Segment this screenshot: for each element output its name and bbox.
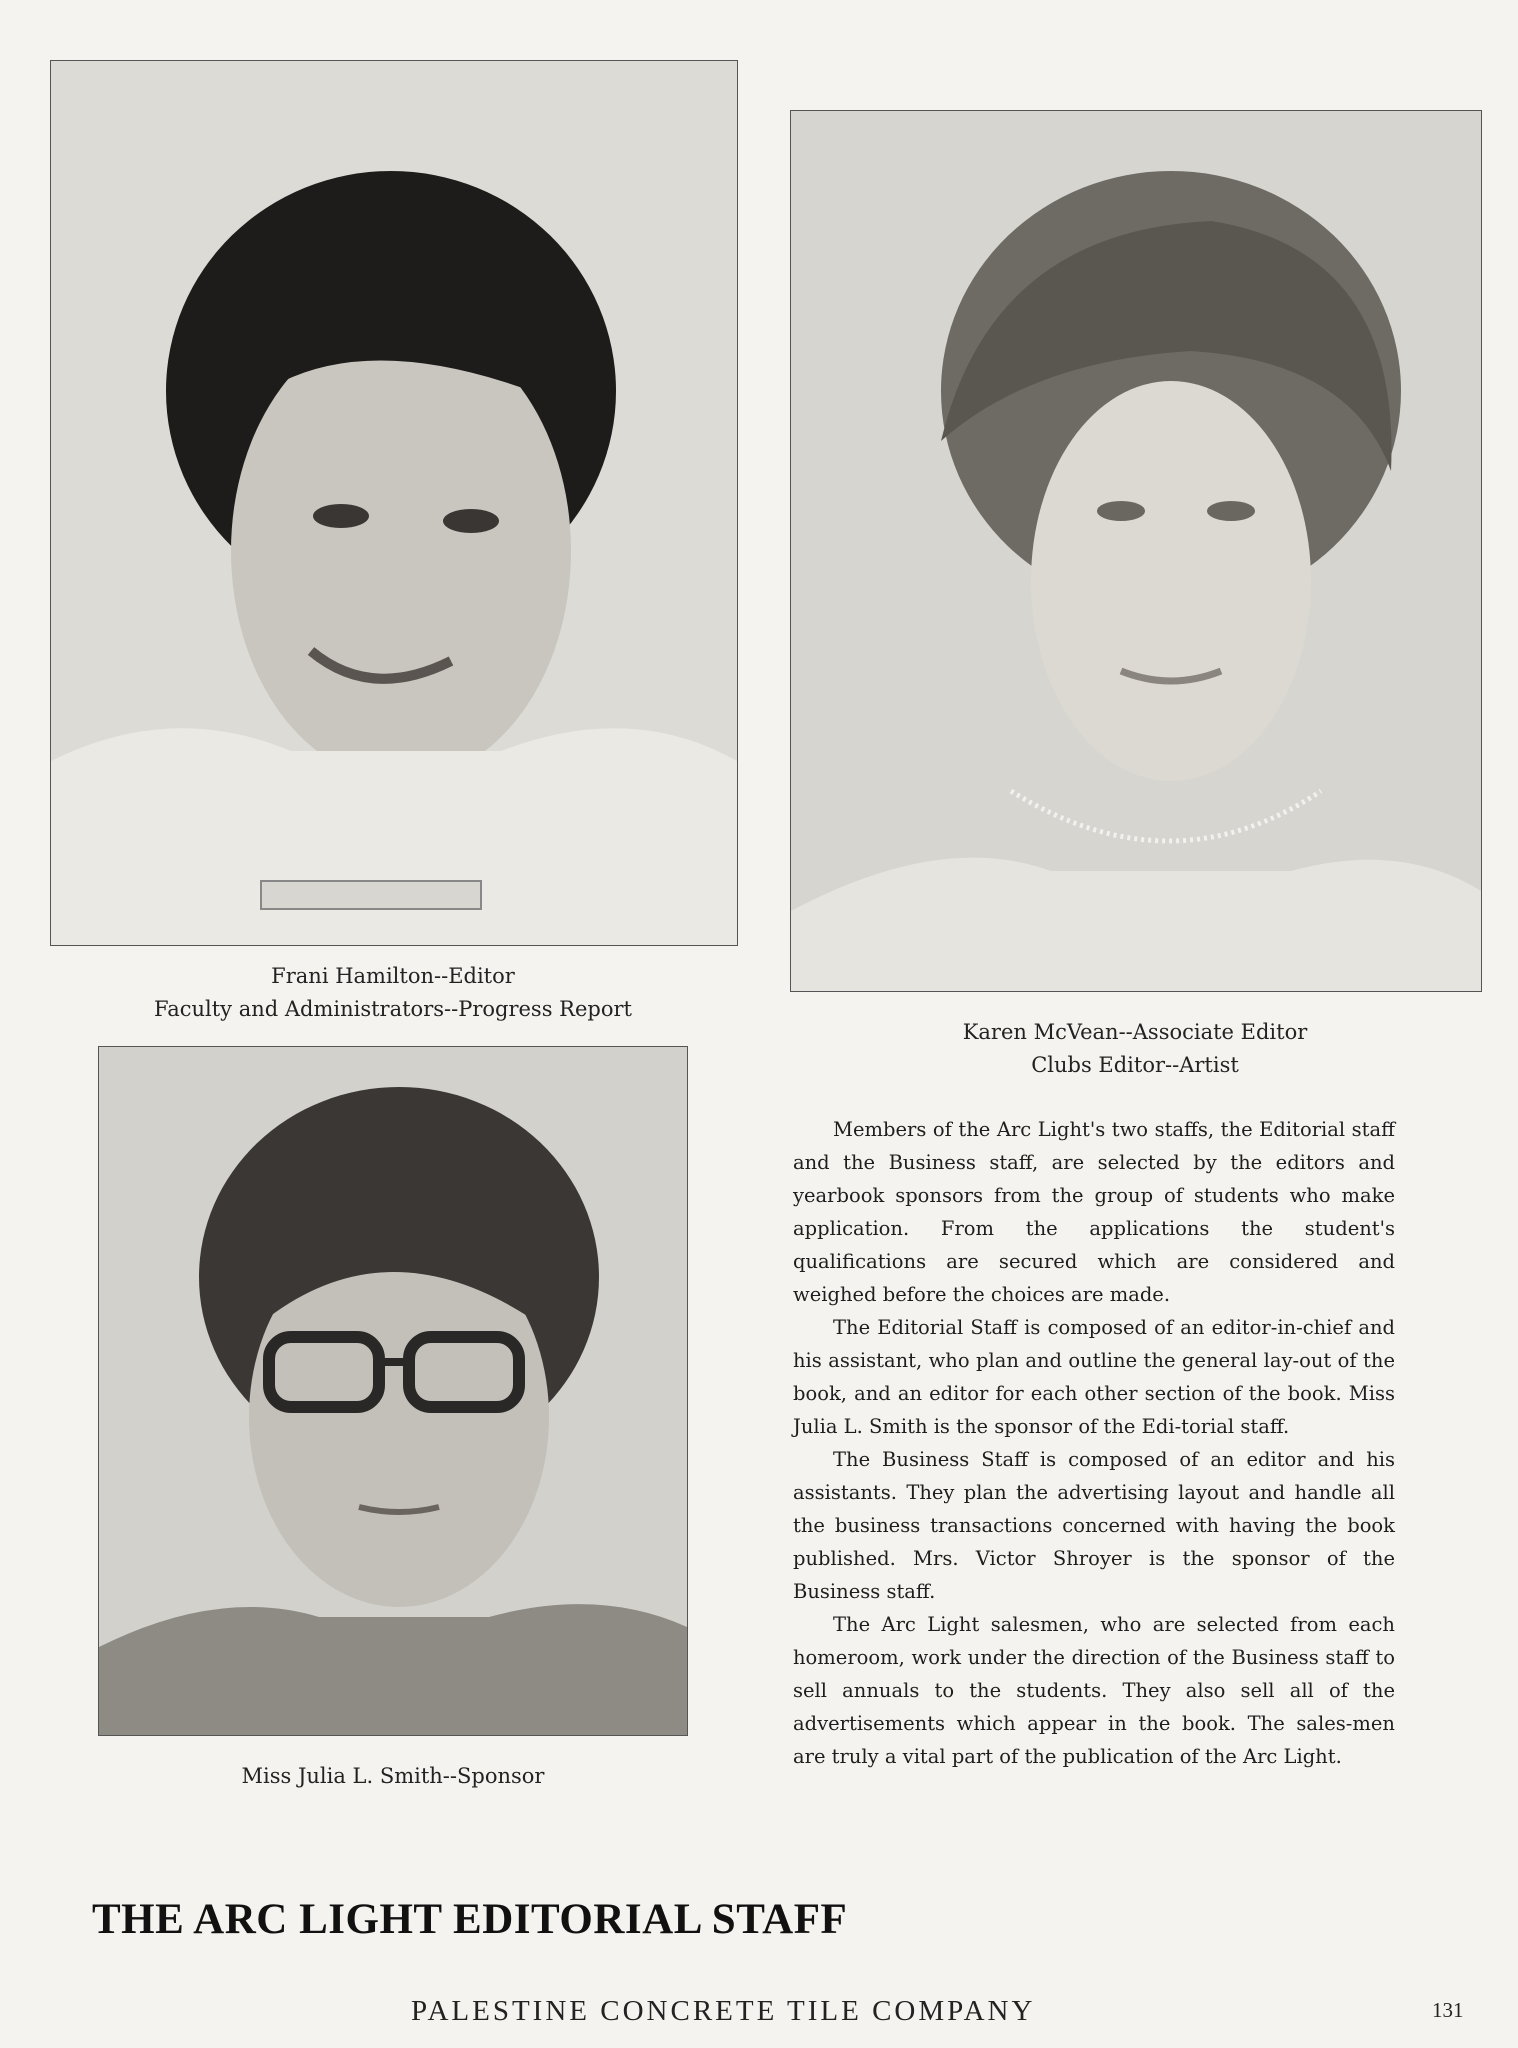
page-number: 131 bbox=[1432, 1998, 1464, 2022]
editor-name-role: Frani Hamilton--Editor bbox=[271, 964, 515, 988]
page-title: THE ARC LIGHT EDITORIAL STAFF bbox=[92, 1896, 848, 1943]
editor-sections: Faculty and Administrators--Progress Report bbox=[154, 997, 632, 1021]
article-paragraph-1: Members of the Arc Light's two staffs, the Editorial staff and the Business staff, are selected by the editors and yearbook sponsors from the group of students who make application. From the applications the student's qualifications are secured which are considered and weighed before the choices are made. bbox=[793, 1118, 1395, 1306]
article-body bbox=[793, 1113, 1395, 1773]
article-paragraph-3: The Business Staff is composed of an editor and his assistants. They plan the advertising layout and handle all the business transactions concerned with having the book published. Mrs. Victor Shroyer is the sponsor of the Business staff. bbox=[793, 1448, 1395, 1603]
editor-caption bbox=[80, 960, 706, 1026]
footer-company-name: PALESTINE CONCRETE TILE COMPANY bbox=[411, 1995, 1036, 2027]
associate-editor-name-role: Karen McVean--Associate Editor bbox=[962, 1020, 1308, 1044]
editor-portrait-photo bbox=[50, 60, 738, 946]
article-paragraph-4: The Arc Light salesmen, who are selected from each homeroom, work under the direction of the Business staff to sell annuals to the students. They also sell all of the advertisements which appear in the book. The sales-men are truly a vital part of the publication of the Arc Light. bbox=[793, 1613, 1395, 1768]
associate-editor-caption bbox=[830, 1016, 1440, 1082]
sponsor-caption bbox=[80, 1760, 706, 1793]
associate-editor-portrait-photo bbox=[790, 110, 1482, 992]
associate-editor-sections: Clubs Editor--Artist bbox=[1031, 1053, 1239, 1077]
article-paragraph-2: The Editorial Staff is composed of an editor-in-chief and his assistant, who plan and outline the general lay-out of the book, and an editor for each other section of the book. Miss Julia L. Smith is the sponsor of the Edi-torial staff. bbox=[793, 1316, 1395, 1438]
sponsor-portrait-photo bbox=[98, 1046, 688, 1736]
sponsor-name-role: Miss Julia L. Smith--Sponsor bbox=[241, 1764, 545, 1788]
